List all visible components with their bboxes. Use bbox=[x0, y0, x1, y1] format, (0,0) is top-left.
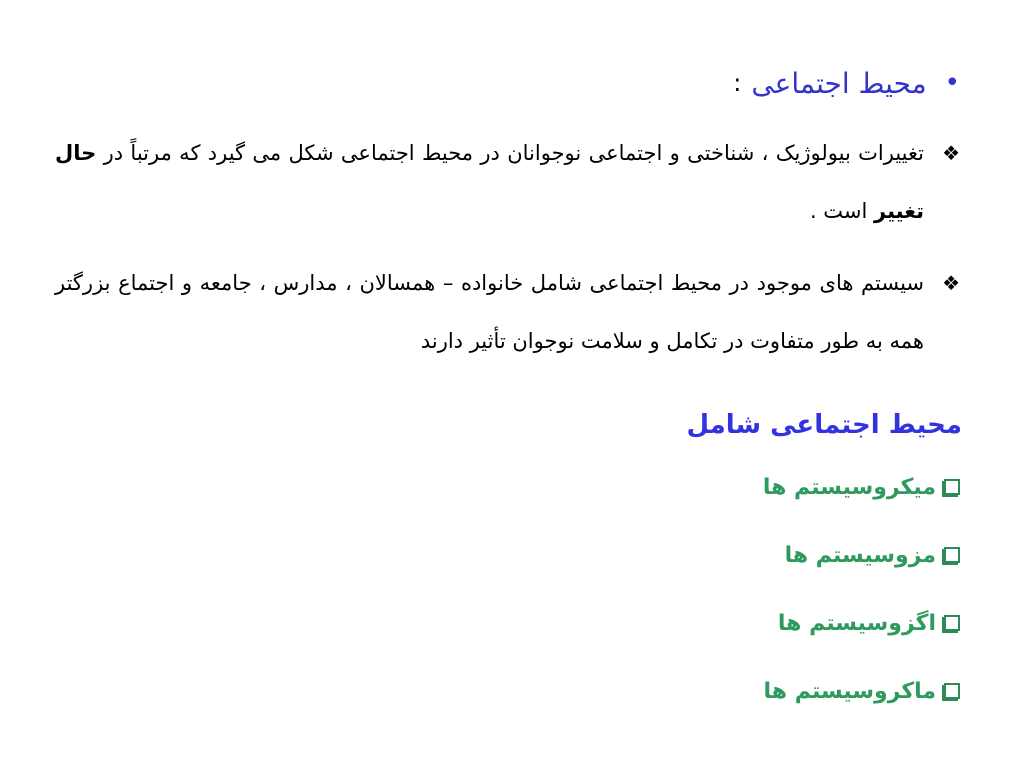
list-item bbox=[763, 674, 960, 708]
paragraph-changes bbox=[55, 124, 960, 240]
heading-colon: : bbox=[733, 69, 742, 97]
checkbox-bullet-icon bbox=[944, 479, 960, 495]
list-item-label: ماکروسیستم ها bbox=[763, 678, 936, 704]
dot-bullet-icon: • bbox=[944, 68, 960, 98]
checkbox-bullet-icon bbox=[944, 615, 960, 631]
list-item-label: اگزوسیستم ها bbox=[777, 610, 936, 636]
list-item bbox=[763, 538, 960, 572]
list-item-label: میکروسیستم ها bbox=[762, 474, 936, 500]
list-item bbox=[763, 606, 960, 640]
list-item bbox=[763, 470, 960, 504]
paragraph-text: سیستم های موجود در محیط اجتماعی شامل خانواده – همسالان ، مدارس ، جامعه و اجتماع بزرگتر همه به طور متفاوت در تکامل و سلامت نوجوان تأثیر دارند bbox=[55, 271, 924, 353]
checkbox-bullet-icon bbox=[944, 547, 960, 563]
four-diamond-bullet-icon: ❖ bbox=[942, 271, 960, 295]
heading-title: محیط اجتماعی bbox=[751, 66, 927, 100]
paragraph-text: تغییرات بیولوژیک ، شناختی و اجتماعی نوجوانان در محیط اجتماعی شکل می گیرد که مرتباً در bbox=[103, 141, 924, 165]
heading-row bbox=[733, 58, 960, 108]
section-title: محیط اجتماعی شامل bbox=[686, 410, 962, 440]
paragraph-bold-text: حال تغییر bbox=[55, 141, 924, 223]
four-diamond-bullet-icon: ❖ bbox=[942, 141, 960, 165]
checkbox-bullet-icon bbox=[944, 683, 960, 699]
paragraph-tail-text: است . bbox=[809, 199, 868, 223]
systems-list bbox=[763, 470, 960, 742]
list-item-label: مزوسیستم ها bbox=[784, 542, 936, 568]
paragraph-systems bbox=[55, 254, 960, 370]
